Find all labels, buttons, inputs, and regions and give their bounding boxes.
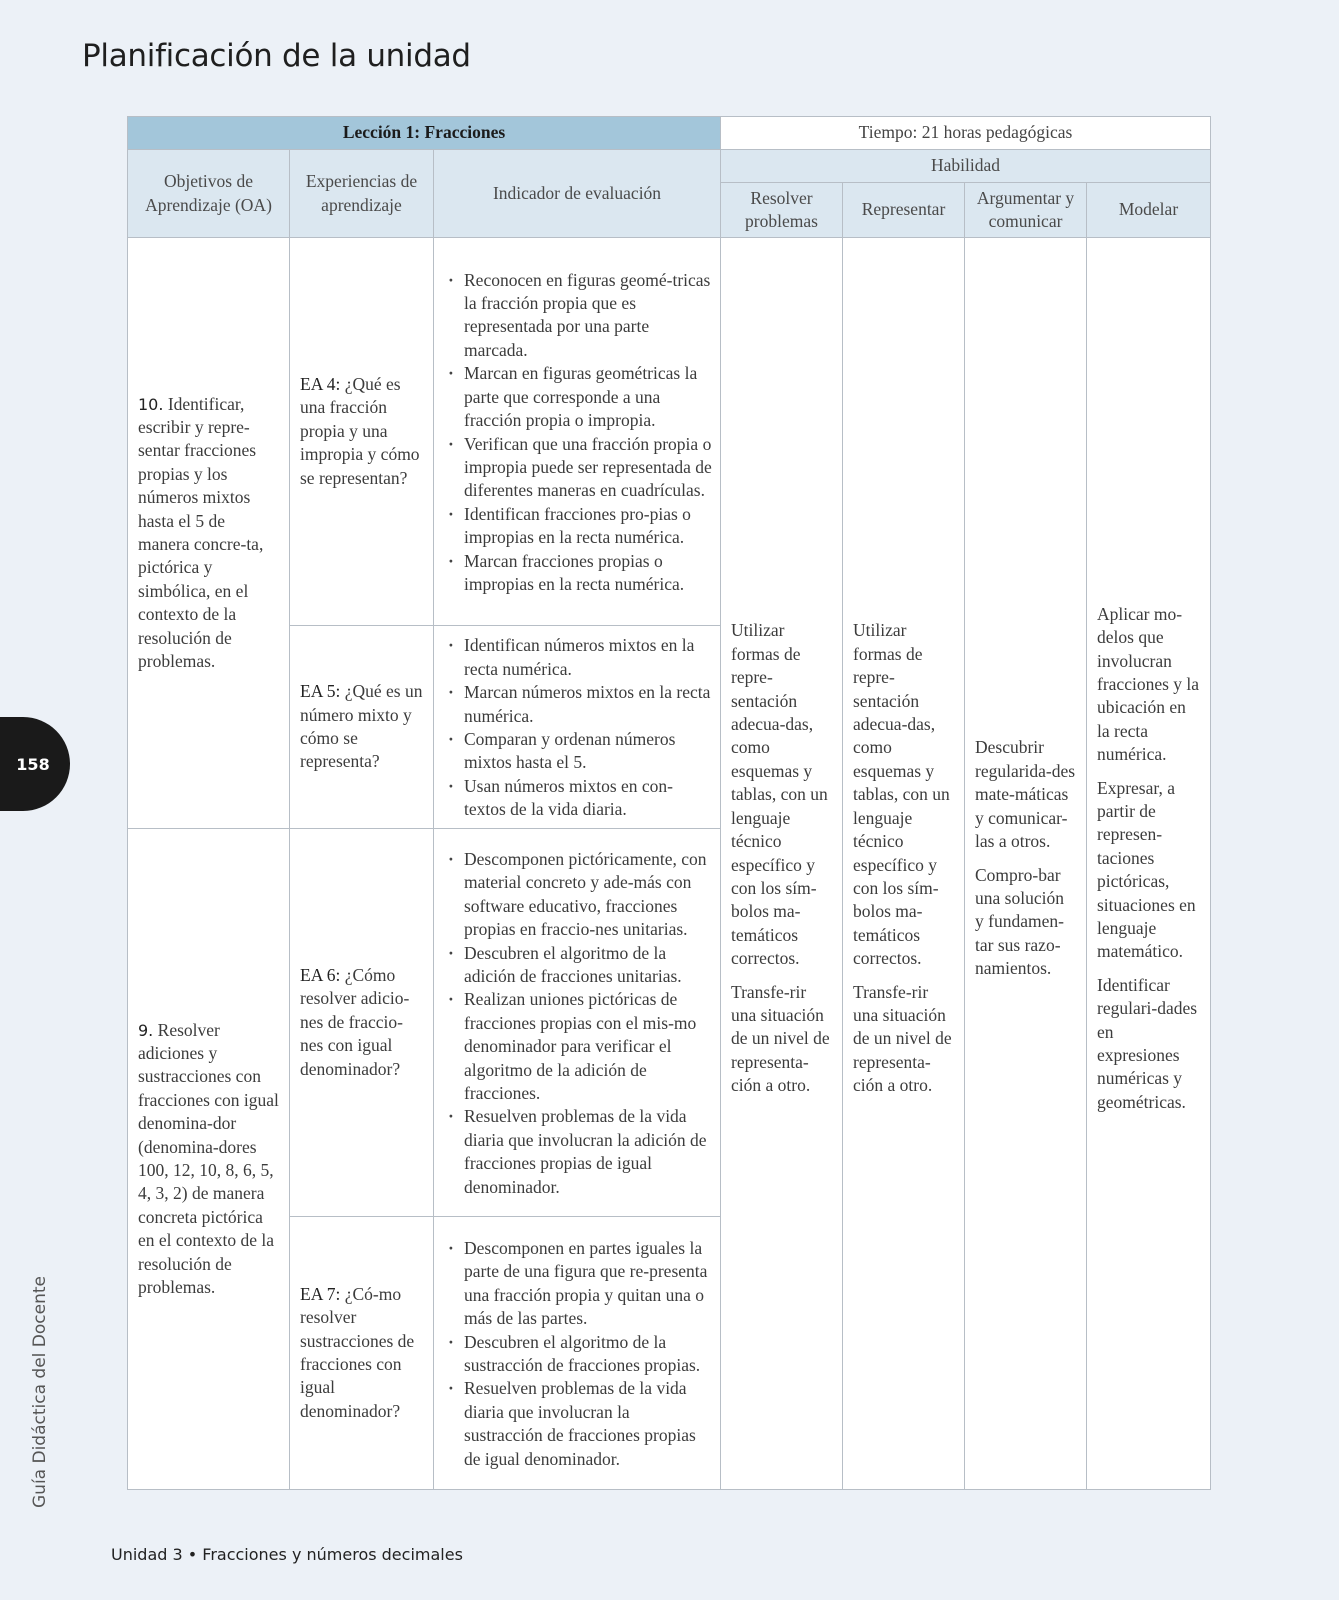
ea-code: EA 4: — [300, 373, 341, 394]
skill-text: Descubrir regularida-des mate-máticas y comunicar-las a otros. — [975, 737, 1076, 852]
indicator-item: · Resuelven problemas de la vida diaria que involucran la sustracción de fracciones propias de igual denominador. — [464, 1377, 712, 1471]
header-skill-resolver: Resolver problemas — [721, 183, 843, 238]
skill-text: Compro-bar una solución y fundamen-tar sus razo-namientos. — [975, 864, 1064, 979]
oa-text: Resolver adiciones y sustracciones con fracciones con igual denomina-dor (denomina-dores 100, 12, 10, 8, 6, 5, 4, 3, 2) de manera concreta pictórica en el contexto de la resolución de problemas. — [138, 1019, 279, 1298]
unit-planning-table — [127, 116, 1211, 1490]
indicator-cell — [434, 1217, 721, 1490]
ea-cell — [290, 238, 434, 626]
ea-question: ¿Qué es un número mixto y cómo se representa? — [300, 681, 423, 772]
skill-resolver-cell — [721, 238, 843, 1490]
indicator-item: · Marcan fracciones propias o impropias en la recta numérica. — [464, 550, 712, 597]
indicator-item: · Descomponen pictóricamente, con material concreto y ade-más con software educativo, fracciones propias en fraccio-nes unitarias. — [464, 848, 712, 942]
indicator-item: · Identifican fracciones pro-pias o impropias en la recta numérica. — [464, 503, 712, 550]
ea-question: ¿Cómo resolver adicio-nes de fraccio-nes con igual denominador? — [300, 964, 410, 1079]
time-allotment: Tiempo: 21 horas pedagógicas — [721, 117, 1211, 150]
ea-question: ¿Qué es una fracción propia y una impropia y cómo se representan? — [300, 373, 420, 488]
lesson-title: Lección 1: Fracciones — [128, 117, 721, 150]
skill-representar-cell — [843, 238, 965, 1490]
ea-question: ¿Có-mo resolver sustracciones de fracciones con igual denominador? — [300, 1283, 415, 1421]
oa-text: Identificar, escribir y repre-sentar fracciones propias y los números mixtos hasta el 5 de manera concre-ta, pictórica y simbólica, en el contexto de la resolución de problemas. — [138, 393, 264, 672]
header-indicator: Indicador de evaluación — [434, 150, 721, 238]
oa-number: 10. — [138, 394, 164, 414]
skill-argumentar-cell — [965, 238, 1087, 1490]
indicator-item: · Resuelven problemas de la vida diaria que involucran la adición de fracciones propias de igual denominador. — [464, 1105, 712, 1199]
indicator-cell — [434, 626, 721, 829]
skill-text: Aplicar mo-delos que involucran fracciones y la ubicación en la recta numérica. — [1097, 603, 1200, 765]
page-title: Planificación de la unidad — [82, 38, 471, 74]
skill-text: Utilizar formas de repre-sentación adecua-das, como esquemas y tablas, con un lenguaje técnico específico y con los sím-bolos ma-temáticos correctos. — [853, 620, 950, 969]
page-number-tab: 158 — [0, 717, 70, 811]
indicator-item: · Verifican que una fracción propia o impropia puede ser representada de diferentes maneras en cuadrículas. — [464, 433, 712, 503]
ea-cell — [290, 626, 434, 829]
header-skill-representar: Representar — [843, 183, 965, 238]
ea-cell — [290, 1217, 434, 1490]
indicator-item: · Marcan números mixtos en la recta numérica. — [464, 681, 712, 728]
header-skill: Habilidad — [721, 150, 1211, 183]
indicator-item: · Descubren el algoritmo de la adición de fracciones unitarias. — [464, 942, 712, 989]
skill-text: Utilizar formas de repre-sentación adecua-das, como esquemas y tablas, con un lenguaje técnico específico y con los sím-bolos ma-temáticos correctos. — [731, 620, 828, 969]
ea-code: EA 7: — [300, 1283, 341, 1304]
header-skill-argumentar: Argumentar y comunicar — [965, 183, 1087, 238]
oa-number: 9. — [138, 1020, 154, 1040]
ea-cell — [290, 829, 434, 1217]
ea-code: EA 5: — [300, 681, 341, 702]
oa-cell — [128, 238, 290, 829]
side-label: Guía Didáctica del Docente — [30, 1276, 50, 1508]
indicator-item: · Comparan y ordenan números mixtos hasta el 5. — [464, 728, 712, 775]
indicator-item: · Reconocen en figuras geomé-tricas la fracción propia que es representada por una parte marcada. — [464, 269, 712, 363]
header-ea: Experiencias de aprendizaje — [290, 150, 434, 238]
indicator-item: · Usan números mixtos en con-textos de la vida diaria. — [464, 775, 712, 822]
skill-text: Identificar regulari-dades en expresiones numéricas y geométricas. — [1097, 974, 1198, 1112]
indicator-item: · Descomponen en partes iguales la parte de una figura que re-presenta una fracción propia y quitan una o más de las partes. — [464, 1237, 712, 1331]
oa-cell — [128, 829, 290, 1490]
indicator-item: · Marcan en figuras geométricas la parte que corresponde a una fracción propia o impropia. — [464, 362, 712, 432]
indicator-cell — [434, 829, 721, 1217]
indicator-cell — [434, 238, 721, 626]
indicator-item: · Realizan uniones pictóricas de fracciones propias con el mis-mo denominador para verificar el algoritmo de la adición de fracciones. — [464, 988, 712, 1105]
skill-text: Expresar, a partir de represen-taciones pictóricas, situaciones en lenguaje matemático. — [1097, 777, 1196, 962]
skill-text: Transfe-rir una situación de un nivel de representa-ción a otro. — [853, 981, 952, 1096]
footer: Unidad 3 • Fracciones y números decimales — [111, 1545, 463, 1564]
ea-code: EA 6: — [300, 964, 341, 985]
indicator-item: · Descubren el algoritmo de la sustracción de fracciones propias. — [464, 1331, 712, 1378]
skill-modelar-cell — [1087, 238, 1211, 1490]
header-skill-modelar: Modelar — [1087, 183, 1211, 238]
skill-text: Transfe-rir una situación de un nivel de representa-ción a otro. — [731, 981, 830, 1096]
header-oa: Objetivos de Aprendizaje (OA) — [128, 150, 290, 238]
indicator-item: · Identifican números mixtos en la recta numérica. — [464, 634, 712, 681]
